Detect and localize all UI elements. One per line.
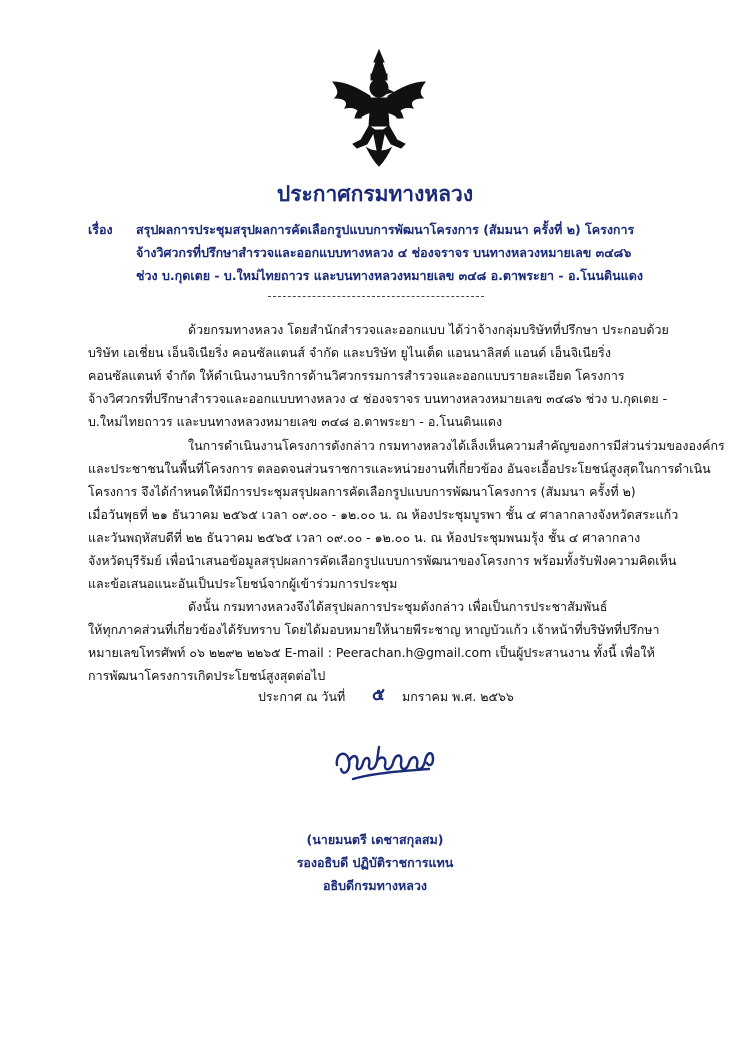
- subject-line: จ้างวิศวกรที่ปรึกษาสำรวจและออกแบบทางหลวง ๔ ช่องจราจร บนทางหลวงหมายเลข ๓๔๘๖: [136, 245, 632, 260]
- paragraph-line: บ.ใหม่ไทยถาวร และบนทางหลวงหมายเลข ๓๔๘ อ.ตาพระยา - อ.โนนดินแดง: [88, 414, 503, 429]
- signer-position-title: อธิบดีกรมทางหลวง: [322, 878, 428, 893]
- paragraph-line: บริษัท เอเชี่ยน เอ็นจิเนียริ่ง คอนซัลแตนส์ จำกัด และบริษัท ยูไนเต็ด แอนนาลิสต์ แอนด์ เอ็นจิเนียริ่ง: [88, 345, 611, 360]
- paragraph-line: ให้ทุกภาคส่วนที่เกี่ยวข้องได้รับทราบ โดยได้มอบหมายให้นายพีระชาญ หาญบัวแก้ว เจ้าหน้าที่บริษัทที่ปรึกษา: [88, 622, 660, 637]
- paragraph-line: คอนซัลแตนท์ จำกัด ให้ดำเนินงานบริการด้านวิศวกรรมการสำรวจและออกแบบรายละเอียด โครงการ: [88, 368, 625, 383]
- announcement-prefix: ประกาศ ณ วันที่: [258, 689, 346, 704]
- paragraph-line: โครงการ จึงได้กำหนดให้มีการประชุมสรุปผลการคัดเลือกรูปแบบการพัฒนาโครงการ (สัมมนา ครั้งที่ ๒): [88, 484, 636, 499]
- paragraph-line: การพัฒนาโครงการเกิดประโยชน์สูงสุดต่อไป: [88, 668, 326, 683]
- paragraph-line: และข้อเสนอแนะอันเป็นประโยชน์จากผู้เข้าร่วมการประชุม: [88, 576, 398, 591]
- paragraph-line: และวันพฤหัสบดีที่ ๒๒ ธันวาคม ๒๕๖๕ เวลา ๐๙.๐๐ - ๑๒.๐๐ น. ณ ห้องประชุมพนมรุ้ง ชั้น ๔ ศาลากลาง: [88, 530, 641, 545]
- paragraph-line: เมื่อวันพุธที่ ๒๑ ธันวาคม ๒๕๖๕ เวลา ๐๙.๐๐ - ๑๒.๐๐ น. ณ ห้องประชุมบูรพา ชั้น ๔ ศาลากลางจังหวัดสระแก้ว: [88, 507, 679, 522]
- garuda-emblem-icon: [327, 48, 431, 168]
- divider: [268, 296, 484, 297]
- paragraph-line: ด้วยกรมทางหลวง โดยสำนักสำรวจและออกแบบ ได้ว่าจ้างกลุ่มบริษัทที่ปรึกษา ประกอบด้วย: [188, 322, 669, 337]
- paragraph-line: ดังนั้น กรมทางหลวงจึงได้สรุปผลการประชุมดังกล่าว เพื่อเป็นการประชาสัมพันธ์: [188, 599, 608, 614]
- paragraph-line: จังหวัดบุรีรัมย์ เพื่อนำเสนอข้อมูลสรุปผลการคัดเลือกรูปแบบการพัฒนาของโครงการ พร้อมทั้งรับฟังความคิดเห็น: [88, 553, 677, 568]
- announcement-day: ๕: [372, 685, 385, 705]
- paragraph-line: ในการดำเนินงานโครงการดังกล่าว กรมทางหลวงได้เล็งเห็นความสำคัญของการมีส่วนร่วมขององค์กร: [188, 438, 725, 453]
- paragraph-line: หมายเลขโทรศัพท์ ๐๖ ๒๒๙๒ ๒๒๖๕ E-mail : Peerachan.h@gmail.com เป็นผู้ประสานงาน ทั้งนี้ เพื่อให้: [88, 645, 655, 660]
- signer-name: (นายมนตรี เดชาสกุลสม): [306, 832, 444, 847]
- paragraph-line: และประชาชนในพื้นที่โครงการ ตลอดจนส่วนราชการและหน่วยงานที่เกี่ยวข้อง อันจะเอื้อประโยชน์สูงสุดในการดำเนิน: [88, 461, 711, 476]
- subject-line: ช่วง บ.กุดเตย - บ.ใหม่ไทยถาวร และบนทางหลวงหมายเลข ๓๔๘ อ.ตาพระยา - อ.โนนดินแดง: [136, 268, 643, 283]
- page-title: ประกาศกรมทางหลวง: [276, 182, 474, 206]
- subject-label: เรื่อง: [88, 222, 113, 237]
- signer-position: รองอธิบดี ปฏิบัติราชการแทน: [296, 855, 454, 870]
- announcement-date: มกราคม พ.ศ. ๒๕๖๖: [402, 689, 514, 704]
- handwritten-signature-icon: [333, 735, 445, 787]
- paragraph-line: จ้างวิศวกรที่ปรึกษาสำรวจและออกแบบทางหลวง ๔ ช่องจราจร บนทางหลวงหมายเลข ๓๔๘๖ ช่วง บ.กุดเตย -: [88, 391, 668, 406]
- subject-line: สรุปผลการประชุมสรุปผลการคัดเลือกรูปแบบการพัฒนาโครงการ (สัมมนา ครั้งที่ ๒) โครงการ: [136, 222, 635, 237]
